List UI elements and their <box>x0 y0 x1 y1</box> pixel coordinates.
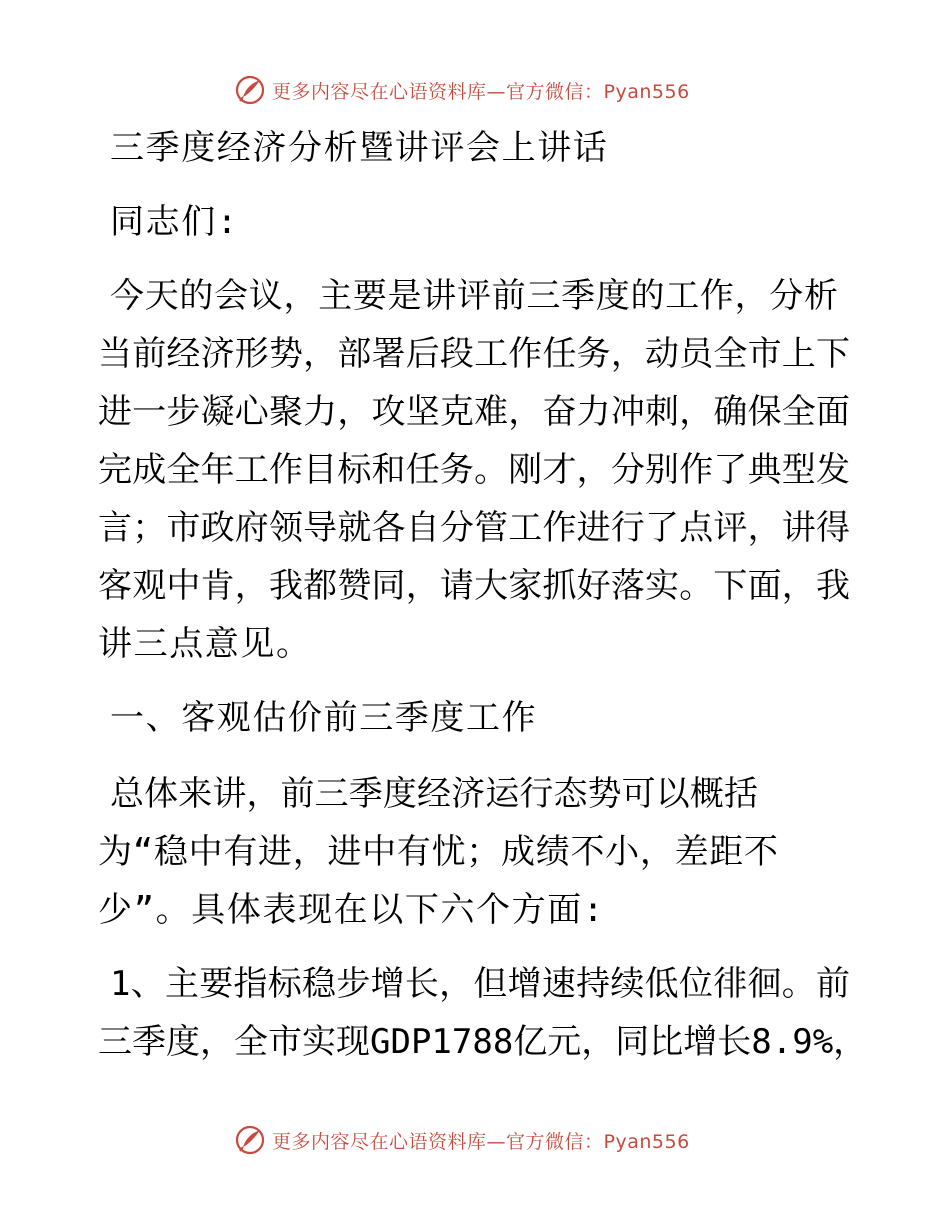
watermark-text: 更多内容尽在心语资料库—官方微信：Pyan556 <box>272 80 690 103</box>
salutation: 同志们: <box>110 202 239 242</box>
paragraph-line: 完成全年工作目标和任务。刚才，分别作了典型发 <box>98 450 850 490</box>
paragraph-line: 当前经济形势，部署后段工作任务，动员全市上下 <box>98 334 850 374</box>
quill-pen-logo-icon <box>234 1124 266 1156</box>
paragraph-line: 为“稳中有进，进中有忧；成绩不小，差距不 <box>98 832 778 872</box>
watermark-text: 更多内容尽在心语资料库—官方微信：Pyan556 <box>272 1130 690 1153</box>
section-heading: 一、客观估价前三季度工作 <box>110 698 538 738</box>
paragraph-line: 进一步凝心聚力，攻坚克难，奋力冲刺，确保全面 <box>98 392 850 432</box>
paragraph-line: 讲三点意见。 <box>98 624 312 664</box>
paragraph-line: 客观中肯，我都赞同，请大家抓好落实。下面，我 <box>98 566 850 606</box>
paragraph-line: 言；市政府领导就各自分管工作进行了点评，讲得 <box>98 508 850 548</box>
paragraph-line: 今天的会议，主要是讲评前三季度的工作，分析 <box>110 276 838 316</box>
paragraph-line: 三季度，全市实现GDP1788亿元，同比增长8.9%， <box>98 1022 868 1062</box>
document-title: 三季度经济分析暨讲评会上讲话 <box>110 128 609 168</box>
watermark-header <box>234 72 690 108</box>
paragraph-line: 少”。具体表现在以下六个方面: <box>98 890 605 930</box>
paragraph-line: 1、主要指标稳步增长，但增速持续低位徘徊。前 <box>110 964 850 1004</box>
quill-pen-logo-icon <box>234 74 266 106</box>
watermark-footer <box>234 1122 690 1158</box>
paragraph-line: 总体来讲，前三季度经济运行态势可以概括 <box>110 774 758 814</box>
